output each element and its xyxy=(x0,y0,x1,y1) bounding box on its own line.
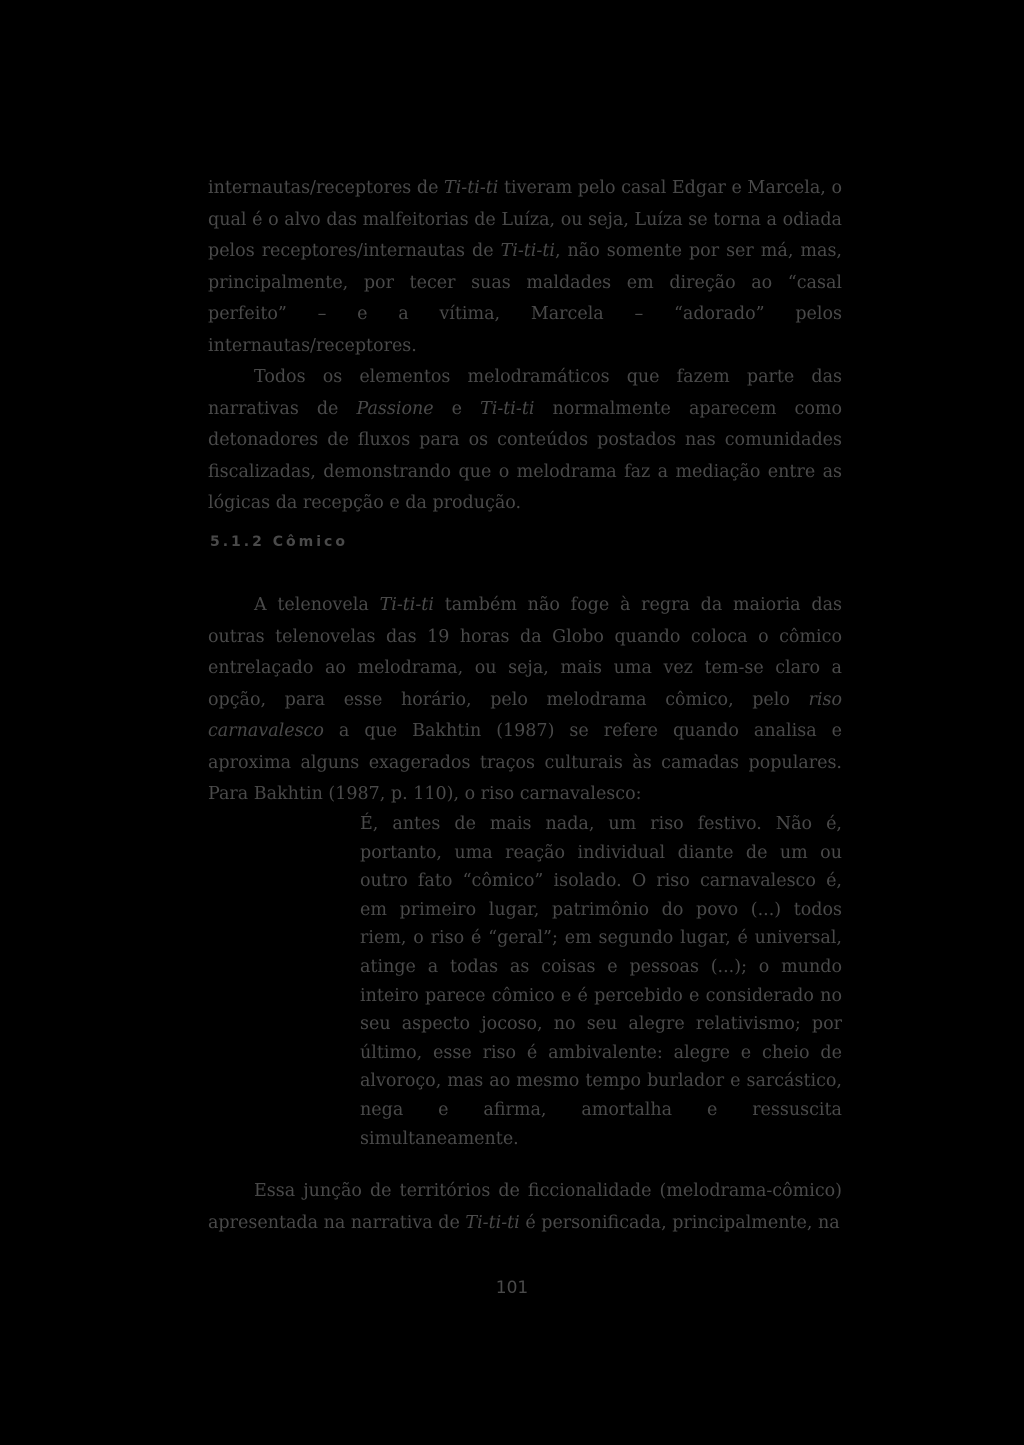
page-number: 101 xyxy=(495,1278,529,1298)
paragraph-4-title: Ti-ti-ti xyxy=(465,1212,520,1233)
paragraph-4 xyxy=(208,1176,842,1239)
paragraph-3-text-b: também não foge à regra da maioria das outras telenovelas das 19 horas da Globo quando coloca o cômico entrelaçado ao melodrama, ou seja, mais uma vez tem-se claro a opção, para esse horário, pelo melodrama cômico, pelo xyxy=(208,595,842,710)
section-heading: 5.1.2 Cômico xyxy=(210,534,348,550)
block-quote xyxy=(360,810,842,1153)
body-text-top xyxy=(208,173,842,520)
paragraph-3 xyxy=(208,590,842,811)
paragraph-2-text-a: Todos os elementos melodramáticos que fazem parte das narrativas de xyxy=(208,367,842,419)
paragraph-4-text-b: é personificada, principalmente, na xyxy=(519,1212,840,1233)
paragraph-1 xyxy=(208,173,842,362)
paragraph-1-text-b: tiveram pelo casal Edgar e Marcela, o qual é o alvo das malfeitorias de Luíza, ou seja, Luíza se torna a odiada pelos receptores/internautas de xyxy=(208,178,842,261)
block-quote-text: É, antes de mais nada, um riso festivo. Não é, portanto, uma reação individual diante de um ou outro fato “cômico” isolado. O riso carnavalesco é, em primeiro lugar, patrimônio do povo (...) todos riem, o riso é “geral”; em segundo lugar, é universal, atinge a todas as coisas e pessoas (...); o mundo inteiro parece cômico e é percebido e considerado no seu aspecto jocoso, no seu alegre relativismo; por último, esse riso é ambivalente: alegre e cheio de alvoroço, mas ao mesmo tempo burlador e sarcástico, nega e afirma, amortalha e ressuscita simultaneamente. xyxy=(360,814,842,1149)
paragraph-2-text-c: normalmente aparecem como detonadores de fluxos para os conteúdos postados nas comunidades fiscalizadas, demonstrando que o melodrama faz a mediação entre as lógicas da recepção e da produção. xyxy=(208,398,843,513)
paragraph-1-text-a: internautas/receptores de xyxy=(208,178,445,198)
paragraph-3-text-a: A telenovela xyxy=(254,595,380,615)
paragraph-3-text-c: a que Bakhtin (1987) se refere quando analisa e aproxima alguns exagerados traços culturais às camadas populares. Para Bakhtin (1987, p. 110), o riso carnavalesco: xyxy=(208,721,842,804)
paragraph-1-title-b: Ti-ti-ti xyxy=(500,241,555,261)
paragraph-2-text-b: e xyxy=(433,398,481,419)
paragraph-1-text-c: , não somente por ser má, mas, principalmente, por tecer suas maldades em direção ao “casal perfeito” – e a vítima, Marcela – “adorado” pelos internautas/receptores. xyxy=(208,241,842,356)
paragraph-1-title-a: Ti-ti-ti xyxy=(444,178,499,198)
paragraph-4-text-a: Essa junção de territórios de ficcionalidade (melodrama-cômico) apresentada na narrativa de xyxy=(208,1181,842,1233)
paragraph-2 xyxy=(208,362,842,520)
body-text-bottom xyxy=(208,1176,842,1239)
body-text-middle xyxy=(208,590,842,811)
paragraph-3-title: Ti-ti-ti xyxy=(379,595,434,615)
paragraph-2-title-b: Ti-ti-ti xyxy=(480,398,535,419)
paragraph-3-term: riso carnavalesco xyxy=(208,689,842,741)
paragraph-2-title-a: Passione xyxy=(356,398,434,419)
